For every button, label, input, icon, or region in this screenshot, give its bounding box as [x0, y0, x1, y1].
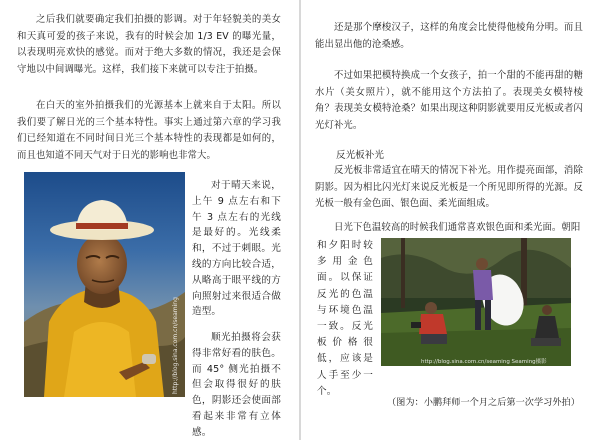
left-paragraph-4: 顺光拍摄将会获得非常好看的肤色。而 45° 侧光拍摄不但会取得很好的肤色，阴影还会使面部看起来非常有立体感。: [192, 332, 281, 438]
reflector-shoot-image: [381, 238, 571, 366]
photo-watermark: http://blog.sina.com.cn/seaming: [172, 297, 179, 394]
left-paragraph-1: 之后我们就要确定我们拍摄的影调。对于年轻貌美的美女和天真可爱的孩子来说，我有的时候会加 1/3 EV 的曝光量，以表现明亮欢快的感觉。而对于绝大多数的情况，我还是会保守地以中间调曝光。这样，我们接下来就可以专注于拍摄。: [17, 14, 281, 75]
portrait-photo: [24, 172, 185, 397]
right-paragraph-4-line1: 日光下色温较高的时候我们通常喜欢银色面和柔光面。朝阳: [334, 222, 581, 233]
right-paragraph-4: 和夕阳时较多用金色面。以保证反光的色温与环境色温一致。反光板价格很低，应该是人手至少一个。: [317, 240, 373, 397]
right-page: [301, 0, 600, 440]
right-paragraph-1: 还是那个摩梭汉子，这样的角度会比使得他棱角分明。而且能出显出他的沧桑感。: [315, 22, 583, 50]
left-page: [0, 0, 299, 440]
left-paragraph-3: 对于晴天来说，上午 9 点左右和下午 3 点左右的光线是最好的。光线柔和，不过于刺眼。光线的方向比较合适，从略高于眼平线的方向照射过来很适合做造型。: [192, 180, 281, 318]
section-subheading: 反光板补光: [336, 150, 384, 161]
man-in-hat-image: [24, 172, 185, 397]
left-paragraph-2: 在白天的室外拍摄我们的光源基本上就来自于太阳。所以我们要了解日光的三个基本特性。事实上通过第六章的学习我们已经知道在不同时间日光三个基本特性的表现都是如何的，而且也知道不同天气对于日光的影响也非常大。: [17, 100, 281, 161]
outdoor-shoot-photo: [381, 238, 571, 366]
right-paragraph-2: 不过如果把模特换成一个女孩子，拍一个甜的不能再甜的糖水片（美女照片），就不能用这个方法拍了。表现美女模特棱角？表现美女模特沧桑？如果出现这种阴影就要用反光板或者闪光灯补光。: [315, 70, 583, 131]
right-paragraph-3: 反光板非常适宜在晴天的情况下补光。用作提亮面部，消除阴影。因为相比闪光灯来说反光板是一个所见即所得的光源。反光板一般有金色面、银色面、柔光面组成。: [315, 165, 583, 209]
photo-watermark: http://blog.sina.com.cn/seaming Seaming摄影: [421, 359, 547, 365]
photo-caption: （图为：小鹏拜师一个月之后第一次学习外拍）: [387, 397, 580, 408]
